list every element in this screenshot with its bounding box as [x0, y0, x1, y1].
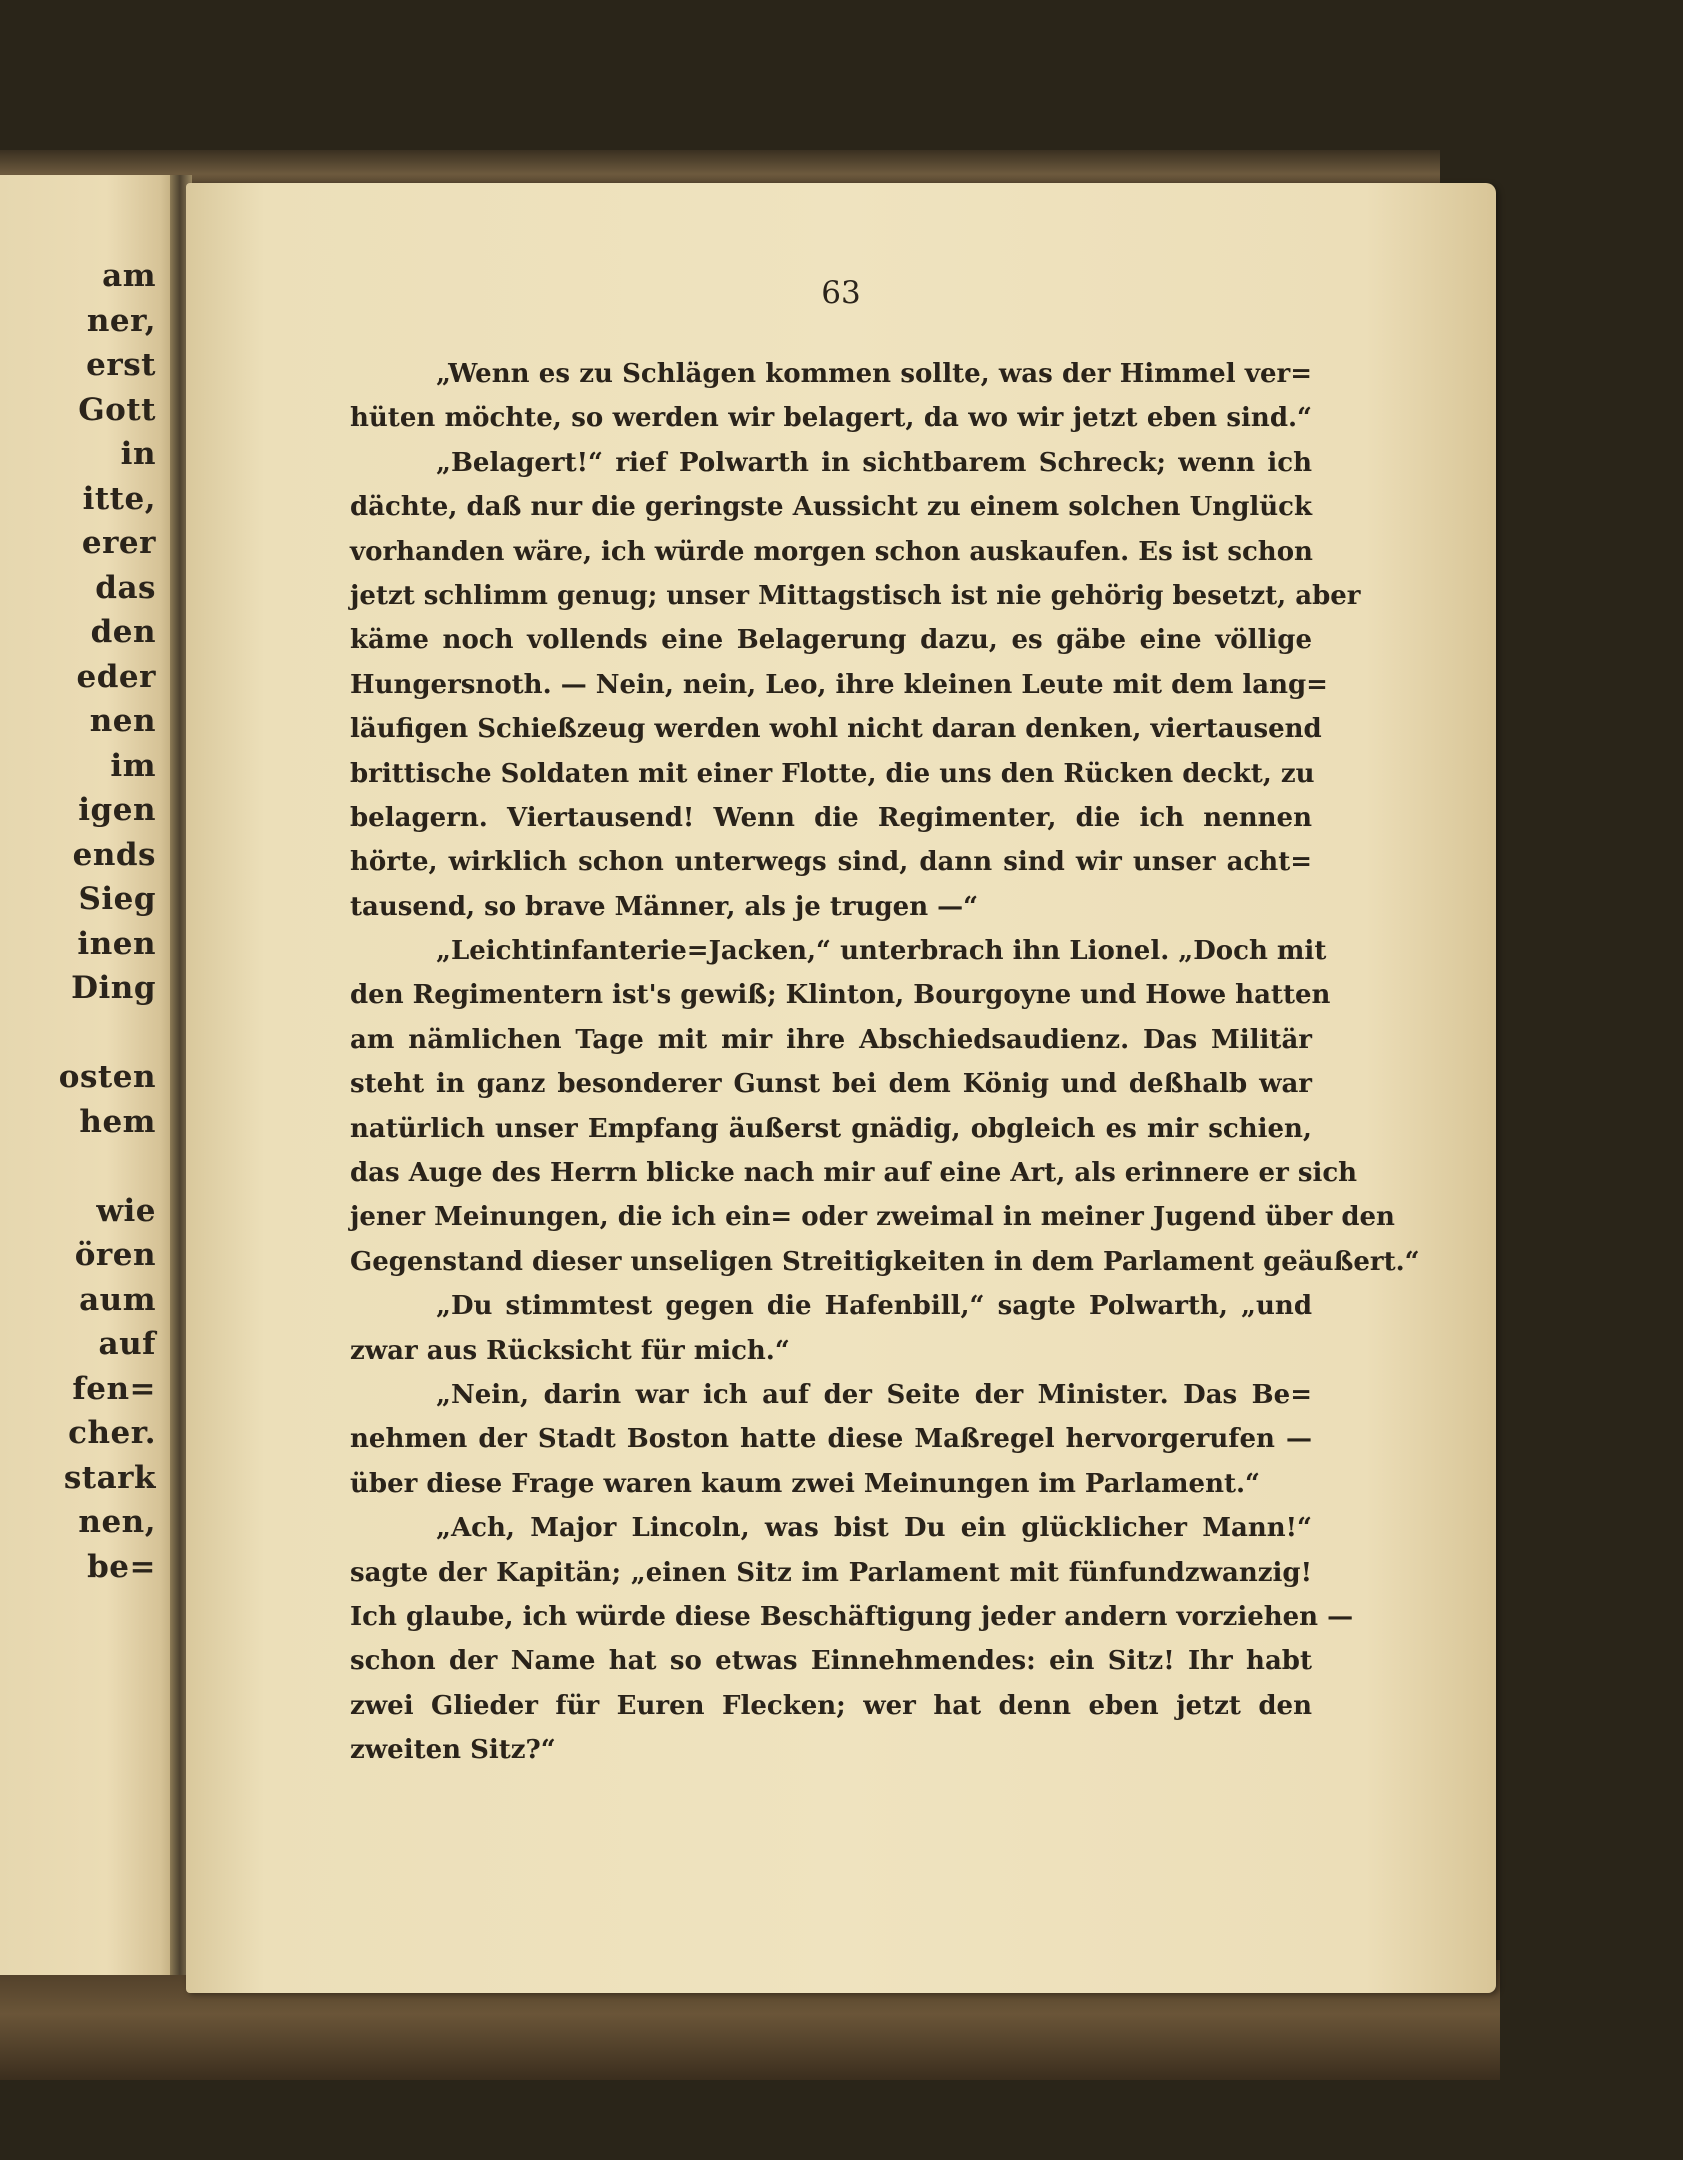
text-line: „Wenn es zu Schlägen kommen sollte, was der Himmel ver= — [436, 359, 1312, 389]
text-line: den Regimentern ist's gewiß; Klinton, Bourgoyne und Howe hatten — [350, 980, 1331, 1011]
left-page-line-fragment: nen, — [78, 1504, 156, 1540]
text-line: zwei Glieder für Euren Flecken; wer hat denn eben jetzt den — [350, 1690, 1312, 1721]
left-page-line-fragment: Sieg — [78, 881, 156, 917]
left-page-line-fragment: inen — [77, 925, 156, 962]
text-line: zwar aus Rücksicht für mich.“ — [350, 1335, 790, 1366]
text-line: am nämlichen Tage mit mir ihre Abschiedsaudienz. Das Militär — [350, 1024, 1312, 1055]
text-line: nehmen der Stadt Boston hatte diese Maßregel hervorgerufen — — [350, 1424, 1312, 1455]
text-line: Ich glaube, ich würde diese Beschäftigung jeder andern vorziehen — — [350, 1601, 1354, 1632]
left-page-line-fragment: erer — [81, 525, 156, 561]
left-page-line-fragment: das — [95, 569, 156, 606]
text-line: käme noch vollends eine Belagerung dazu, es gäbe eine völlige — [350, 625, 1312, 656]
left-page-line-fragment: ner, — [86, 302, 156, 339]
left-page-line-fragment: erst — [86, 347, 156, 383]
left-page-line-fragment: wie — [96, 1192, 156, 1229]
left-page-line-fragment: im — [110, 747, 156, 784]
text-line: belagern. Viertausend! Wenn die Regimenter, die ich nennen — [350, 802, 1312, 833]
left-page-line-fragment: Gott — [78, 391, 156, 428]
text-line: natürlich unser Empfang äußerst gnädig, obgleich es mir schien, — [350, 1113, 1312, 1144]
left-page-line-fragment: Ding — [71, 970, 156, 1006]
page-number: 63 — [821, 275, 861, 311]
left-page-line-fragment: stark — [63, 1459, 156, 1496]
text-line: über diese Frage waren kaum zwei Meinungen im Parlament.“ — [350, 1468, 1261, 1499]
left-page-line-fragment: osten — [58, 1059, 156, 1095]
text-line: läufigen Schießzeug werden wohl nicht daran denken, viertausend — [350, 714, 1322, 745]
text-line: jetzt schlimm genug; unser Mittagstisch ist nie gehörig besetzt, aber — [350, 580, 1361, 611]
text-line: hüten möchte, so werden wir belagert, da wo wir jetzt eben sind.“ — [350, 403, 1312, 434]
left-page-line-fragment: igen — [78, 792, 156, 828]
left-page-line-fragment: auf — [98, 1326, 156, 1362]
text-line: das Auge des Herrn blicke nach mir auf eine Art, als erinnere er sich — [350, 1158, 1358, 1189]
text-line: schon der Name hat so etwas Einnehmendes: ein Sitz! Ihr habt — [350, 1646, 1312, 1677]
left-page-line-fragment: ends — [72, 836, 156, 873]
text-line: sagte der Kapitän; „einen Sitz im Parlament mit fünfundzwanzig! — [350, 1557, 1312, 1588]
left-page-line-fragment: in — [120, 436, 156, 472]
left-page-line-fragment: nen — [89, 703, 156, 739]
left-page-line-fragment: cher. — [68, 1415, 156, 1451]
text-line: „Ach, Major Lincoln, was bist Du ein glücklicher Mann!“ — [436, 1513, 1312, 1544]
text-line: hörte, wirklich schon unterwegs sind, dann sind wir unser acht= — [350, 847, 1312, 878]
text-line: „Nein, darin war ich auf der Seite der Minister. Das Be= — [436, 1379, 1312, 1410]
left-page-line-fragment: itte, — [82, 480, 156, 517]
left-page-line-fragment: eder — [76, 658, 156, 695]
left-page — [0, 175, 178, 1975]
text-line: Hungersnoth. — Nein, nein, Leo, ihre kleinen Leute mit dem lang= — [350, 669, 1328, 700]
text-line: „Belagert!“ rief Polwarth in sichtbarem Schreck; wenn ich — [436, 447, 1312, 478]
left-page-line-fragment: fen= — [72, 1370, 156, 1407]
text-line: Gegenstand dieser unseligen Streitigkeiten in dem Parlament geäußert.“ — [350, 1246, 1420, 1277]
text-line: „Du stimmtest gegen die Hafenbill,“ sagte Polwarth, „und — [436, 1291, 1312, 1322]
left-page-line-fragment: hem — [79, 1103, 156, 1140]
text-line: vorhanden wäre, ich würde morgen schon auskaufen. Es ist schon — [350, 536, 1313, 567]
text-line: zweiten Sitz?“ — [350, 1735, 556, 1766]
text-line: brittische Soldaten mit einer Flotte, die uns den Rücken deckt, zu — [350, 758, 1315, 789]
text-line: steht in ganz besonderer Gunst bei dem König und deßhalb war — [350, 1069, 1312, 1100]
left-page-line-fragment: be= — [87, 1548, 156, 1585]
text-line: jener Meinungen, die ich ein= oder zweimal in meiner Jugend über den — [350, 1202, 1395, 1233]
text-line: tausend, so brave Männer, als je trugen —“ — [350, 891, 979, 922]
text-line: „Leichtinfanterie=Jacken,“ unterbrach ihn Lionel. „Doch mit — [436, 936, 1327, 967]
text-line: dächte, daß nur die geringste Aussicht zu einem solchen Unglück — [350, 492, 1312, 523]
body-text — [350, 352, 1420, 1773]
left-page-line-fragment: ören — [74, 1237, 156, 1273]
left-page-line-fragment: den — [90, 614, 156, 650]
left-page-line-fragment: aum — [79, 1281, 156, 1318]
left-page-line-fragment: am — [102, 258, 156, 294]
